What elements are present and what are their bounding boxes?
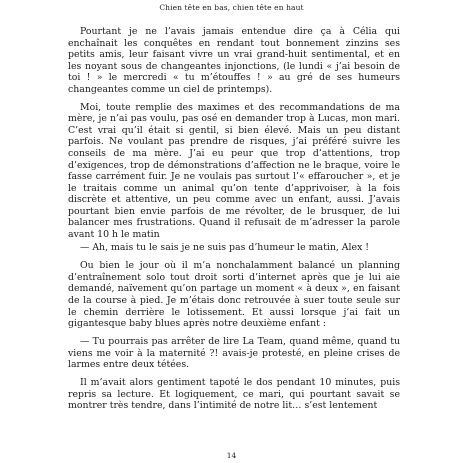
paragraph: Pourtant je ne l’avais jamais entendue dire ça à Célia qui enchaînait les conquêtes en rendant tout bonnement zinzins ses petits amis, leur faisant vivre un vrai grand-huit sentimental, et en les noyant sous de changeantes injonctions, (le lundi « j’ai besoin de toi ! » le mercredi « tu m’étouffes ! » au gré de ses humeurs changeantes comme un ciel de printemps). (68, 26, 400, 95)
dialogue-line: — Tu pourrais pas arrêter de lire La Team, quand même, quand tu viens me voir à la maternité ?! avais-je protesté, en pleine crises de larmes entre deux tétées. (68, 336, 400, 371)
page-number: 14 (226, 451, 237, 460)
body-text (68, 26, 400, 412)
dialogue-line: — Ah, mais tu le sais je ne suis pas d’humeur le matin, Alex ! (80, 242, 370, 254)
paragraph: Ou bien le jour où il m’a nonchalamment balancé un planning d’entraînement solo tout droit sorti d’internet après que je lui aie demandé, naïvement qu’on partage un moment « à deux », en faisant de la course à pied. Je m’étais donc retrouvée à suer toute seule sur le chemin derrière le lotissement. Et aussi lorsque j’ai fait un gigantesque baby blues après notre deuxième enfant : (68, 260, 400, 330)
paragraph: Il m’avait alors gentiment tapoté le dos pendant 10 minutes, puis repris sa lecture. Et logiquement, ce mari, qui pourtant savait se montrer très tendre, dans l’intimité de notre lit… s’est lentement (68, 377, 400, 412)
running-head: Chien tête en bas, chien tête en haut (159, 3, 304, 12)
paragraph: Moi, toute remplie des maximes et des recommandations de ma mère, je n’ai pas voulu, pas osé en demander trop à Lucas, mon mari. C’est vrai qu’il était si gentil, si bien élevé. Mais un peu distant parfois. Ne voulant pas prendre de risques, j’ai préféré suivre les conseils de ma mère. J’ai eu peur que trop d’attentions, trop d’exigences, trop de démonstrations d’affection ne le braque, voire le fasse carrément fuir. Je ne voulais pas surtout l’« effaroucher », et je le traitais comme un animal qu’on tente d’apprivoiser, à la fois discrète et attentive, un peu comme avec un enfant, aussi. J’avais pourtant bien envie parfois de me révolter, de le brusquer, de lui balancer mes frustrations. Quand il refusait de m’adresser la parole avant 10 h le matin (68, 101, 400, 240)
